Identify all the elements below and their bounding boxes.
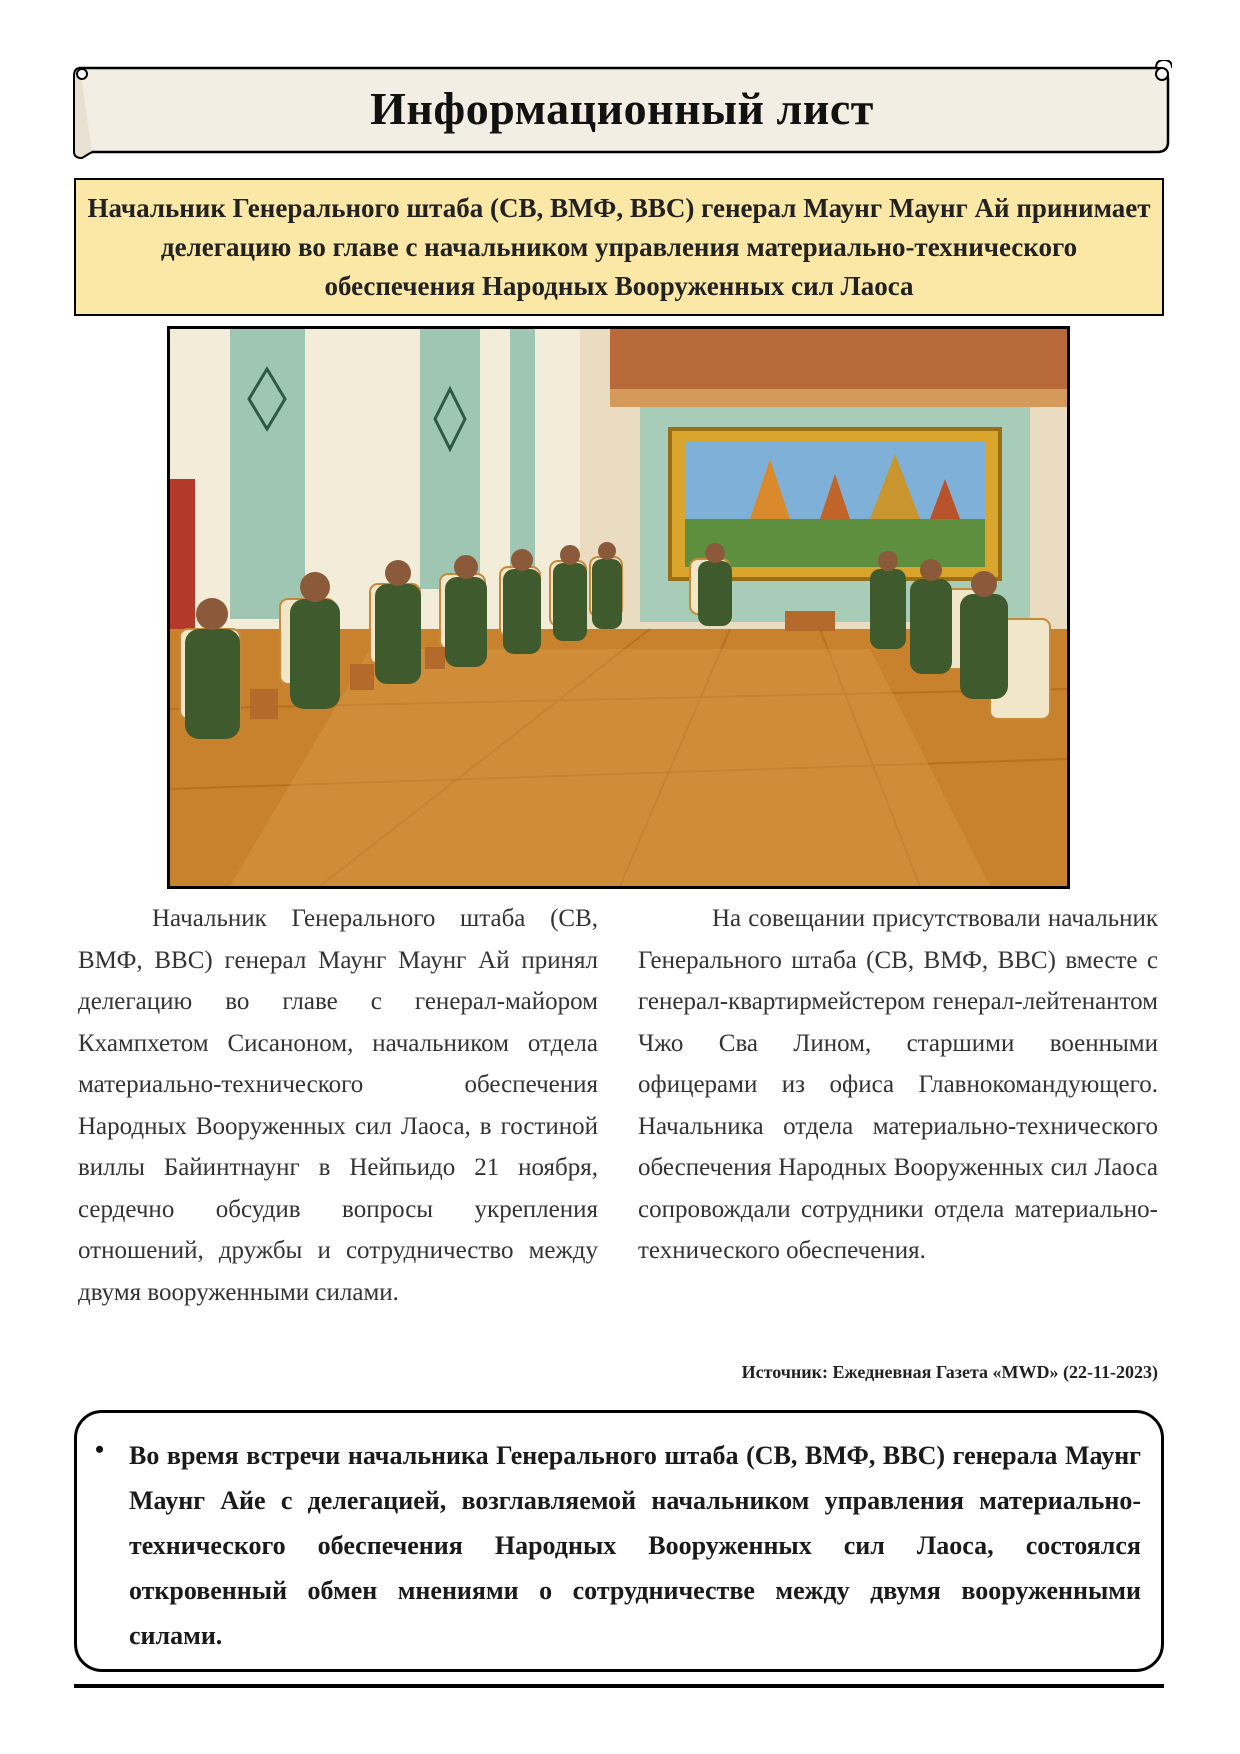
- article-column-right: [638, 898, 1158, 1272]
- summary-box: [74, 1410, 1164, 1672]
- title-banner: [72, 60, 1172, 160]
- article-paragraph-right: На совещании присутствовали начальник Генерального штаба (СВ, ВМФ, ВВС) вместе с генерал-квартирмейстером генерал-лейтенантом Чжо Сва Лином, старшими военными офицерами из офиса Главнокомандующего. Начальника отдела материально-технического обеспечения Народных Вооруженных сил Лаоса сопровождали сотрудники отдела материально-технического обеспечения.: [638, 905, 1158, 1264]
- source-citation: Источник: Ежедневная Газета «MWD» (22-11-2023): [741, 1362, 1158, 1382]
- bottom-divider: [74, 1684, 1164, 1688]
- page-title: Информационный лист: [370, 83, 874, 134]
- bullet-icon: •: [95, 1435, 105, 1464]
- article-column-left: [78, 898, 598, 1313]
- meeting-photo-icon: [170, 329, 1067, 886]
- article-paragraph-left: Начальник Генерального штаба (СВ, ВМФ, ВВС) генерал Маунг Маунг Ай принял делегацию во главе с генерал-майором Кхампхетом Сисаноном, начальником отдела материально-технического обеспечения Народных Вооруженных сил Лаоса, в гостиной виллы Байинтнаунг в Нейпьидо 21 ноября, сердечно обсудив вопросы укрепления отношений, дружбы и сотрудничество между двумя вооруженными силами.: [78, 905, 598, 1306]
- summary-text: Во время встречи начальника Генерального штаба (СВ, ВМФ, ВВС) генерала Маунг Маунг Айе с делегацией, возглавляемой начальником управления материально-технического обеспечения Народных Вооруженных сил Лаоса, состоялся откровенный обмен мнениями о сотрудничестве между двумя вооруженными силами.: [129, 1441, 1141, 1650]
- headline-box: [74, 178, 1164, 316]
- headline-text: Начальник Генерального штаба (СВ, ВМФ, ВВС) генерал Маунг Маунг Ай принимает делегацию во главе с начальником управления материально-технического обеспечения Народных Вооруженных сил Лаоса: [87, 192, 1151, 301]
- meeting-photo: [167, 326, 1070, 889]
